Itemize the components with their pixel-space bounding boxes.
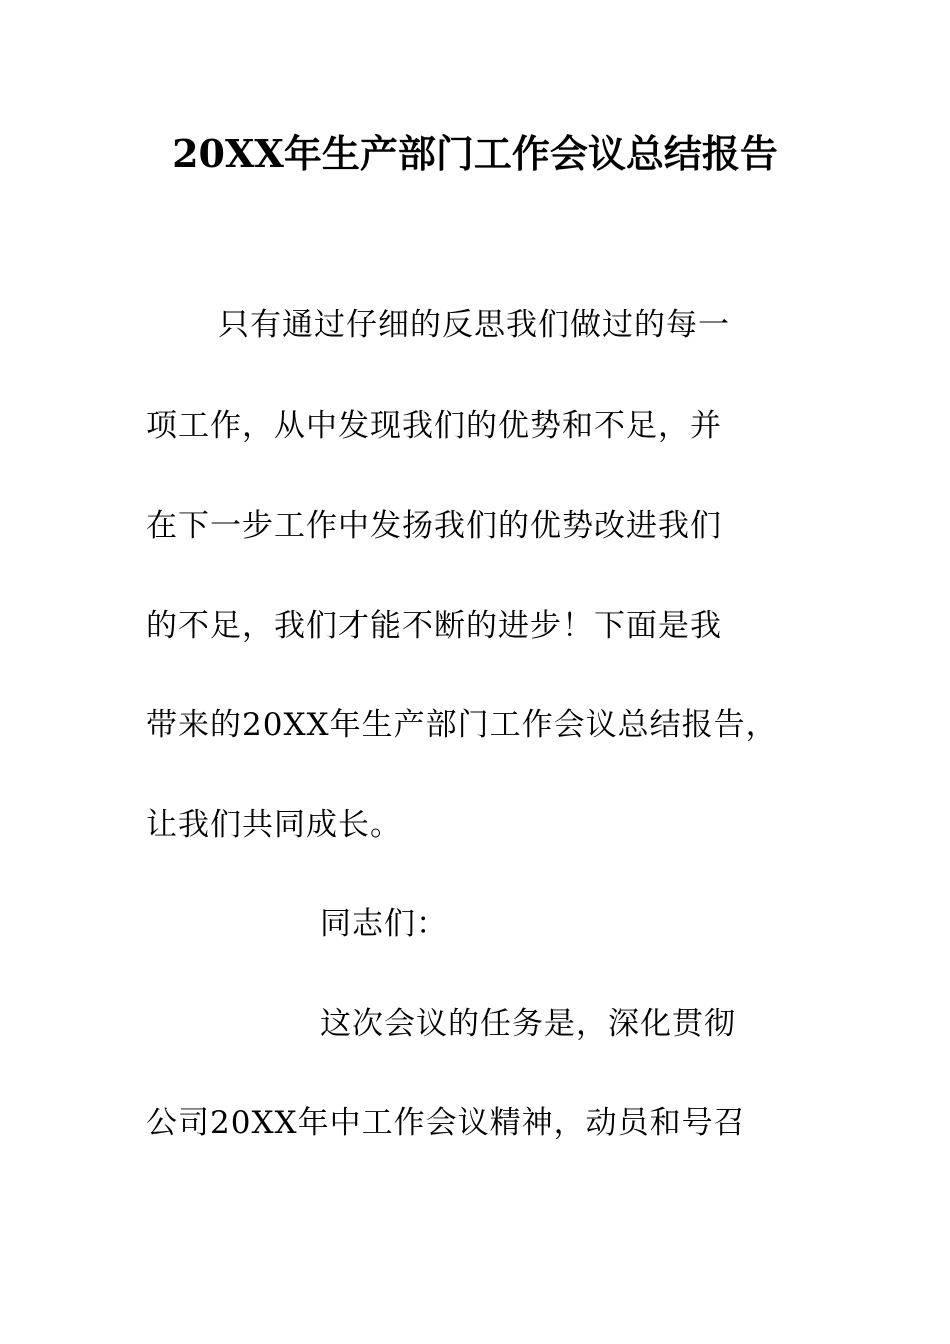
- body-line-7: 这次会议的任务是，深化贯彻: [320, 1006, 736, 1042]
- body-line-6: 让我们共同成长。: [146, 807, 402, 843]
- document-title: 20XX年生产部门工作会议总结报告: [172, 131, 778, 176]
- body-line-2: 项工作，从中发现我们的优势和不足，并: [146, 408, 722, 444]
- body-line-4: 的不足，我们才能不断的进步！下面是我: [146, 608, 722, 644]
- body-line-5: 带来的20XX年生产部门工作会议总结报告，: [146, 707, 778, 743]
- body-line-8: 公司20XX年中工作会议精神，动员和号召: [146, 1105, 746, 1141]
- salutation-line: 同志们：: [320, 906, 448, 942]
- body-line-3: 在下一步工作中发扬我们的优势改进我们: [146, 508, 722, 544]
- body-line-1: 只有通过仔细的反思我们做过的每一: [218, 307, 730, 343]
